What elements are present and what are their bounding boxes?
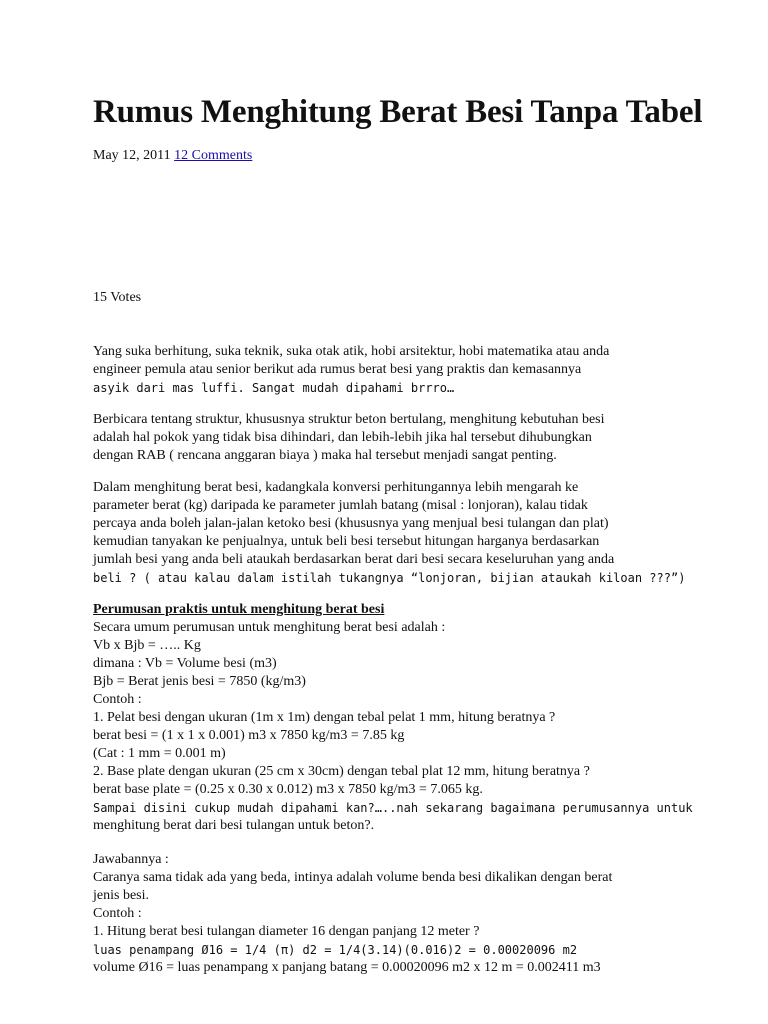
paragraph-structure xyxy=(93,411,683,465)
paragraph-intro xyxy=(93,343,683,397)
section-heading: Perumusan praktis untuk menghitung berat besi xyxy=(93,602,385,617)
text-line: dimana : Vb = Volume besi (m3) xyxy=(93,656,277,671)
text-line: berat besi = (1 x 1 x 0.001) m3 x 7850 kg/m3 = 7.85 kg xyxy=(93,728,405,743)
article-body xyxy=(93,343,693,977)
answer-section xyxy=(93,851,683,977)
text-line: 1. Hitung berat besi tulangan diameter 16 dengan panjang 12 meter ? xyxy=(93,924,480,939)
text-line: jenis besi. xyxy=(93,888,149,903)
text-line: luas penampang Ø16 = 1/4 (π) d2 = 1/4(3.14)(0.016)2 = 0.00020096 m2 xyxy=(93,943,578,957)
text-line: kemudian tanyakan ke penjualnya, untuk beli besi tersebut hitungan harganya berdasarkan xyxy=(93,534,600,549)
text-line: Secara umum perumusan untuk menghitung berat besi adalah : xyxy=(93,620,446,635)
post-date: May 12, 2011 xyxy=(93,148,171,163)
page-title: Rumus Menghitung Berat Besi Tanpa Tabel xyxy=(93,94,703,130)
text-line: 2. Base plate dengan ukuran (25 cm x 30cm) dengan tebal plat 12 mm, hitung beratnya ? xyxy=(93,764,590,779)
comments-link[interactable]: 12 Comments xyxy=(174,148,253,163)
text-line: Bjb = Berat jenis besi = 7850 (kg/m3) xyxy=(93,674,306,689)
text-line: berat base plate = (0.25 x 0.30 x 0.012) m3 x 7850 kg/m3 = 7.065 kg. xyxy=(93,782,483,797)
text-line: Caranya sama tidak ada yang beda, intinya adalah volume benda besi dikalikan dengan berat xyxy=(93,870,613,885)
text-line: (Cat : 1 mm = 0.001 m) xyxy=(93,746,226,761)
text-line: jumlah besi yang anda beli ataukah berdasarkan berat dari besi secara keseluruhan yang anda xyxy=(93,552,615,567)
text-line: volume Ø16 = luas penampang x panjang batang = 0.00020096 m2 x 12 m = 0.002411 m3 xyxy=(93,960,601,975)
text-line: Sampai disini cukup mudah dipahami kan?…..nah sekarang bagaimana perumusannya untuk xyxy=(93,801,693,815)
text-line: Contoh : xyxy=(93,692,142,707)
formula-section xyxy=(93,601,693,835)
paragraph-weight xyxy=(93,479,686,587)
text-line: Jawabannya : xyxy=(93,852,169,867)
text-line: parameter berat (kg) daripada ke parameter jumlah batang (misal : lonjoran), kalau tidak xyxy=(93,498,588,513)
text-line: 1. Pelat besi dengan ukuran (1m x 1m) dengan tebal pelat 1 mm, hitung beratnya ? xyxy=(93,710,556,725)
text-line: beli ? ( atau kalau dalam istilah tukangnya “lonjoran, bijian ataukah kiloan ???”) xyxy=(93,571,686,585)
text-line: menghitung berat dari besi tulangan untuk beton?. xyxy=(93,818,375,833)
text-line: Vb x Bjb = ….. Kg xyxy=(93,638,201,653)
text-line: dengan RAB ( rencana anggaran biaya ) maka hal tersebut menjadi sangat penting. xyxy=(93,448,557,463)
text-line: percaya anda boleh jalan-jalan ketoko besi (khususnya yang menjual besi tulangan dan plat) xyxy=(93,516,609,531)
text-line: Dalam menghitung berat besi, kadangkala konversi perhitungannya lebih mengarah ke xyxy=(93,480,579,495)
spacer xyxy=(93,835,683,851)
text-line: Contoh : xyxy=(93,906,142,921)
text-line: adalah hal pokok yang tidak bisa dihindari, dan lebih-lebih jika hal tersebut dihubungkan xyxy=(93,430,592,445)
text-line: engineer pemula atau senior berikut ada rumus berat besi yang praktis dan kemasannya xyxy=(93,362,582,377)
text-line: asyik dari mas luffi. Sangat mudah dipahami brrro… xyxy=(93,381,455,395)
text-line: Berbicara tentang struktur, khususnya struktur beton bertulang, menghitung kebutuhan besi xyxy=(93,412,605,427)
text-line: Yang suka berhitung, suka teknik, suka otak atik, hobi arsitektur, hobi matematika atau anda xyxy=(93,344,610,359)
votes-count: 15 Votes xyxy=(93,290,142,305)
post-meta xyxy=(93,147,252,165)
